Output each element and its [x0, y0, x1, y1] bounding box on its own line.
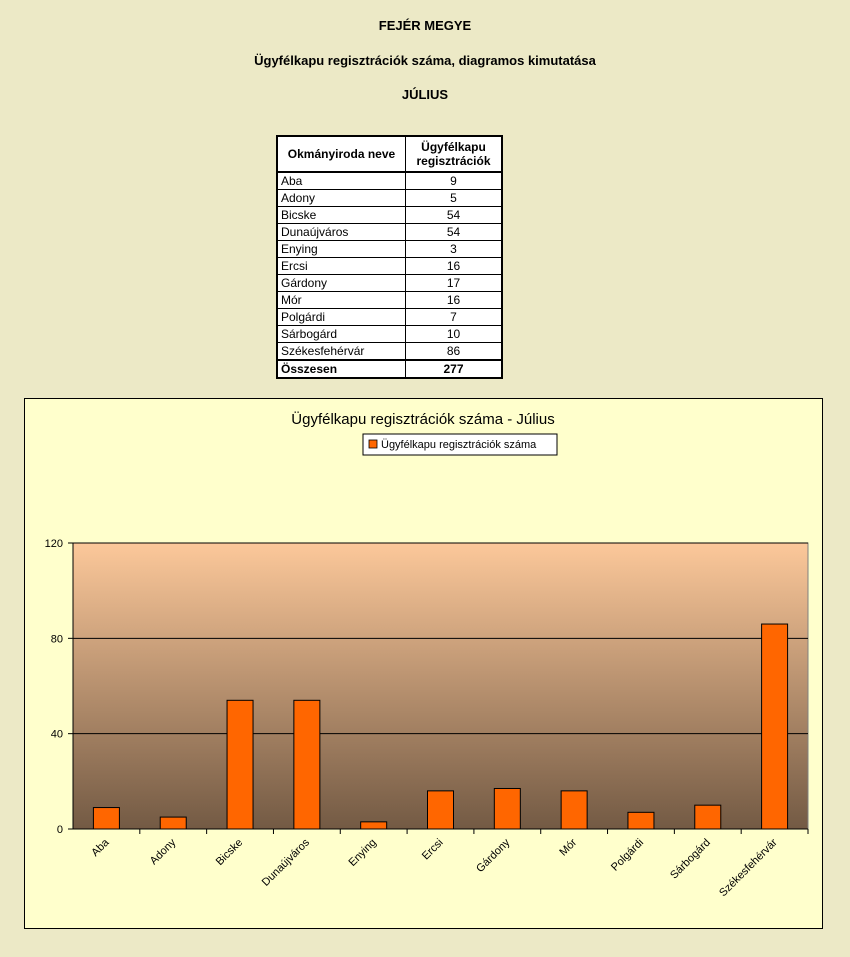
- registration-count: 86: [406, 343, 503, 361]
- x-tick-label: Enying: [346, 836, 379, 869]
- registration-count: 54: [406, 224, 503, 241]
- registrations-table: [276, 135, 503, 379]
- y-tick-label: 40: [50, 728, 63, 741]
- office-name: Ercsi: [277, 258, 406, 275]
- y-tick-label: 120: [44, 538, 63, 550]
- table-row: [277, 343, 502, 361]
- total-value: 277: [406, 360, 503, 378]
- bar: [227, 700, 253, 829]
- bar: [695, 805, 721, 829]
- chart-legend: [363, 434, 557, 455]
- x-tick-label: Gárdony: [474, 836, 513, 875]
- legend-label: Ügyfélkapu regisztrációk száma: [381, 439, 537, 451]
- bar: [160, 817, 186, 829]
- x-tick-label: Bicske: [213, 836, 246, 869]
- y-tick-label: 80: [50, 633, 63, 646]
- plot-area: [73, 543, 808, 829]
- registration-count: 10: [406, 326, 503, 343]
- registration-count: 9: [406, 172, 503, 190]
- office-name: Aba: [277, 172, 406, 190]
- x-tick-label: Ercsi: [419, 836, 446, 863]
- table-row: [277, 190, 502, 207]
- table-row: [277, 309, 502, 326]
- bar: [428, 791, 454, 829]
- table-row: [277, 172, 502, 190]
- table-row: [277, 207, 502, 224]
- x-tick-label: Adony: [147, 836, 179, 868]
- office-name: Enying: [277, 241, 406, 258]
- table-row: [277, 241, 502, 258]
- office-name: Gárdony: [277, 275, 406, 292]
- bar: [93, 808, 119, 829]
- bar: [561, 791, 587, 829]
- office-name: Polgárdi: [277, 309, 406, 326]
- table-row: [277, 292, 502, 309]
- chart-title: Ügyfélkapu regisztrációk száma - Július: [291, 411, 555, 428]
- bar: [628, 812, 654, 829]
- x-tick-label: Székesfehérvár: [717, 836, 780, 900]
- table-row: [277, 326, 502, 343]
- table-header-row: [277, 136, 502, 172]
- table-row: [277, 224, 502, 241]
- county-title: FEJÉR MEGYE: [378, 18, 472, 33]
- col-header-registrations: Ügyfélkapu regisztrációk: [406, 136, 503, 172]
- bar: [762, 624, 788, 829]
- x-tick-label: Aba: [89, 836, 112, 859]
- month-title: JÚLIUS: [401, 87, 449, 102]
- registration-count: 3: [406, 241, 503, 258]
- legend-swatch: [369, 440, 377, 448]
- bar: [361, 822, 387, 829]
- total-label: Összesen: [277, 360, 406, 378]
- x-tick-label: Sárbogárd: [668, 836, 713, 882]
- registration-count: 16: [406, 258, 503, 275]
- registration-count: 17: [406, 275, 503, 292]
- office-name: Sárbogárd: [277, 326, 406, 343]
- registration-count: 7: [406, 309, 503, 326]
- registration-count: 5: [406, 190, 503, 207]
- x-tick-label: Polgárdi: [609, 836, 647, 874]
- x-tick-label: Dunaújváros: [259, 836, 312, 889]
- y-tick-label: 0: [56, 824, 63, 836]
- registration-count: 54: [406, 207, 503, 224]
- bar: [494, 788, 520, 829]
- table-total-row: [277, 360, 502, 378]
- chart-area: [24, 398, 823, 929]
- office-name: Dunaújváros: [277, 224, 406, 241]
- table-row: [277, 258, 502, 275]
- bar-chart: [25, 399, 822, 928]
- report-subtitle: Ügyfélkapu regisztrációk száma, diagramos kimutatása: [254, 53, 596, 68]
- table-row: [277, 275, 502, 292]
- bar: [294, 700, 320, 829]
- office-name: Székesfehérvár: [277, 343, 406, 361]
- office-name: Adony: [277, 190, 406, 207]
- x-tick-label: Mór: [557, 836, 580, 859]
- office-name: Mór: [277, 292, 406, 309]
- col-header-office: Okmányiroda neve: [277, 136, 406, 172]
- office-name: Bicske: [277, 207, 406, 224]
- registration-count: 16: [406, 292, 503, 309]
